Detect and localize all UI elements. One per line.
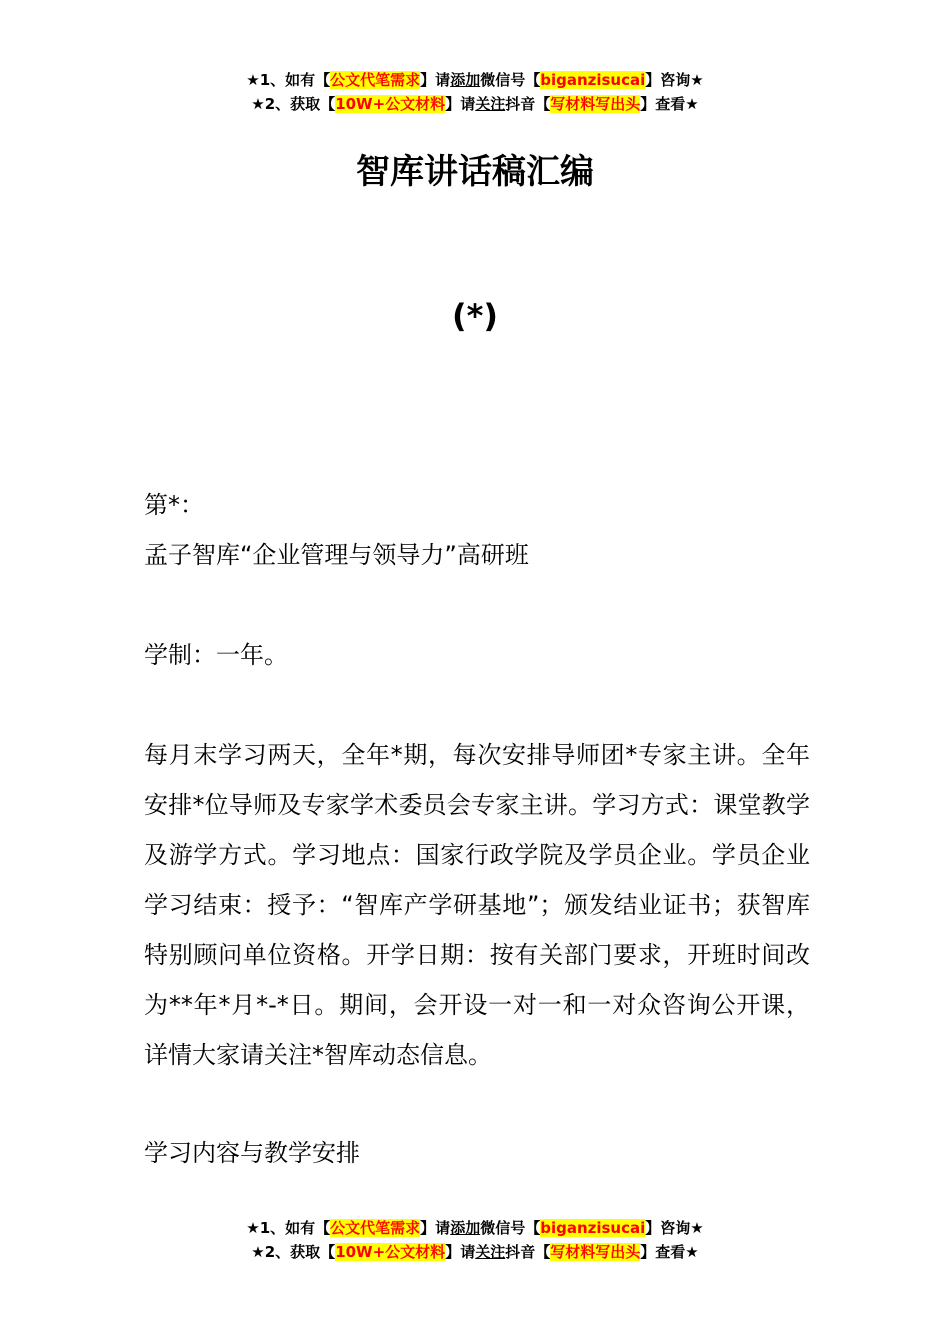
banner-text: 】请: [420, 1219, 451, 1237]
banner-text: 】请: [420, 71, 451, 89]
banner-text: 抖音【: [505, 95, 551, 113]
banner-text: 】请: [445, 95, 476, 113]
banner-text: 】查看★: [640, 1243, 699, 1261]
banner-text: 】咨询★: [645, 71, 704, 89]
body-paragraph: 每月末学习两天，全年*期，每次安排导师团*专家主讲。全年安排*位导师及专家学术委员会专家主讲。学习方式：课堂教学及游学方式。学习地点：国家行政学院及学员企业。学员企业学习结束：授予：“智库产学研基地”；颁发结业证书；获智库特别顾问单位资格。开学日期：按有关部门要求，开班时间改为**年*月*-*日。期间，会开设一对一和一对众咨询公开课，详情大家请关注*智库动态信息。: [144, 741, 810, 1069]
banner-highlight: 10W+公文材料: [335, 95, 446, 113]
banner-highlight: 公文代笔需求: [330, 1219, 421, 1237]
banner-underline: 关注: [475, 1243, 506, 1261]
course-duration: 学制：一年。: [144, 641, 288, 669]
line-number: 第*：: [144, 491, 204, 519]
banner-underline: 添加: [450, 1219, 481, 1237]
banner-text: 】请: [445, 1243, 476, 1261]
banner-text: 】查看★: [640, 95, 699, 113]
banner-text: 微信号【: [480, 71, 541, 89]
banner-text: 微信号【: [480, 1219, 541, 1237]
banner-highlight: biganzisucai: [540, 71, 646, 89]
banner-highlight: 10W+公文材料: [335, 1243, 446, 1261]
top-banner: [0, 68, 950, 116]
document-title: 智库讲话稿汇编: [356, 152, 594, 192]
course-name: 孟子智库“企业管理与领导力”高研班: [144, 541, 529, 569]
banner-underline: 关注: [475, 95, 506, 113]
banner-line-1: [0, 68, 950, 92]
document-subtitle: (*): [452, 297, 498, 335]
banner-text: ★2、获取【: [251, 95, 336, 113]
banner-highlight: 写材料写出头: [550, 95, 641, 113]
section-heading: 学习内容与教学安排: [144, 1139, 360, 1167]
banner-text: 抖音【: [505, 1243, 551, 1261]
banner-highlight: 公文代笔需求: [330, 71, 421, 89]
banner-highlight: 写材料写出头: [550, 1243, 641, 1261]
banner-text: ★2、获取【: [251, 1243, 336, 1261]
banner-underline: 添加: [450, 71, 481, 89]
banner-text: ★1、如有【: [246, 71, 331, 89]
banner-line-1: [0, 1216, 950, 1240]
banner-text: 】咨询★: [645, 1219, 704, 1237]
banner-text: ★1、如有【: [246, 1219, 331, 1237]
banner-line-2: [0, 92, 950, 116]
bottom-banner: [0, 1216, 950, 1264]
banner-highlight: biganzisucai: [540, 1219, 646, 1237]
banner-line-2: [0, 1240, 950, 1264]
